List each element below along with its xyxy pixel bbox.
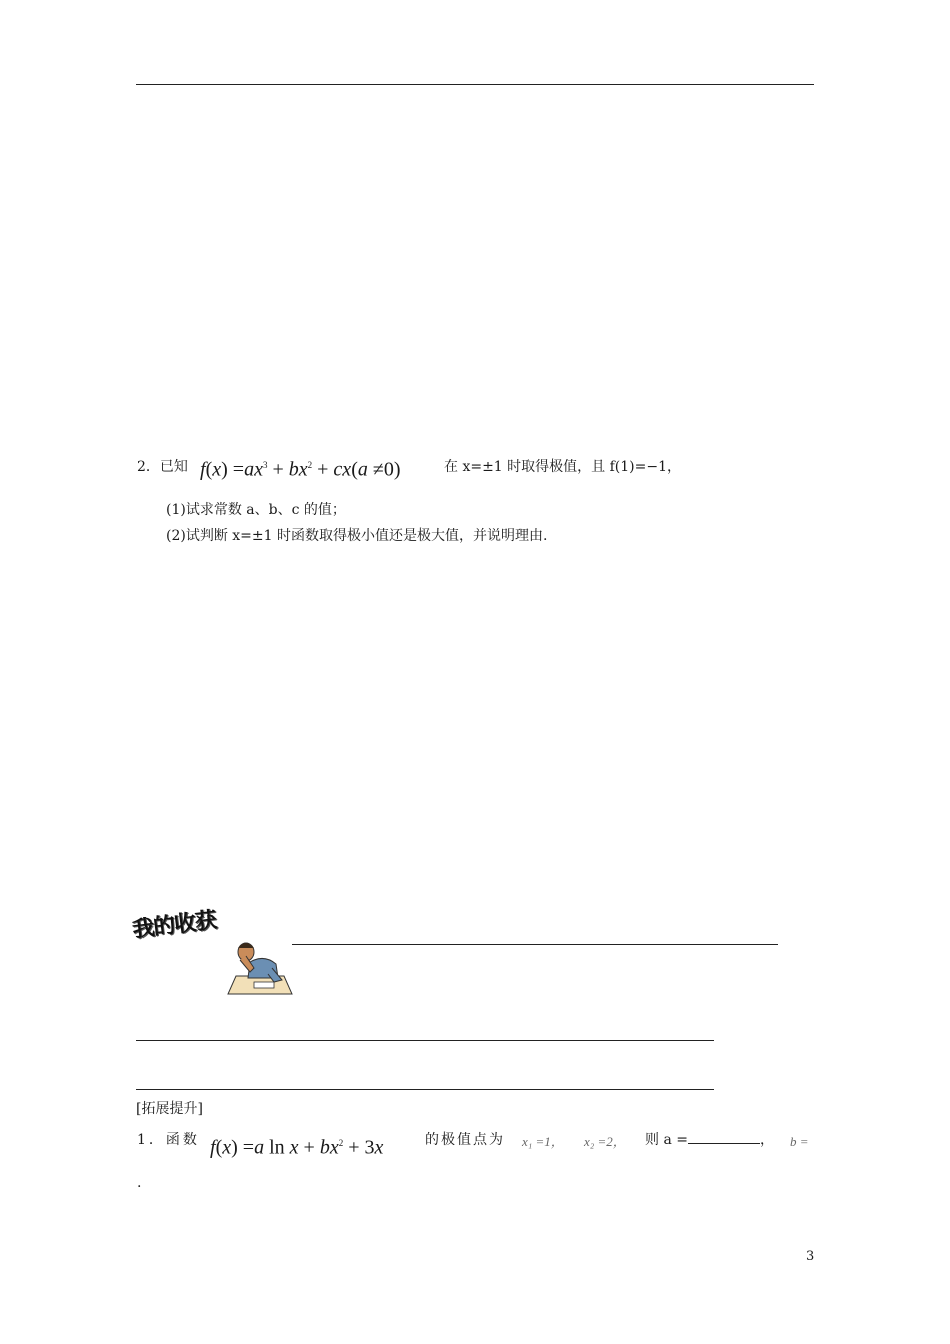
header-rule [136, 84, 814, 85]
harvest-line-3 [136, 1089, 714, 1090]
extension-q1-formula: f(x) =a $\ln x + bx^2 + 3x$ [210, 1136, 384, 1159]
extension-a-label: 则 a = [645, 1132, 688, 1148]
extension-then [645, 1131, 774, 1149]
extension-x1: x₁ =1， [522, 1134, 564, 1149]
question-2-part-2: (2)试判断 x=±1 时函数取得极小值还是极大值，并说明理由. [166, 528, 548, 544]
harvest-title: 我的收获 [131, 907, 218, 944]
extension-q1-mid: 的极值点为 [425, 1132, 505, 1148]
question-2-part-1: (1)试求常数 a、b、c 的值； [166, 502, 346, 518]
harvest-line-1 [292, 944, 778, 945]
harvest-line-2 [136, 1040, 714, 1041]
extension-b-label: b = [790, 1134, 809, 1149]
question-2-formula: $f(x) =ax^3 + bx^2 + cx(a \ne 0)$ [200, 458, 401, 481]
extension-end-dot: . [137, 1175, 142, 1191]
extension-x2: x₂ =2， [584, 1134, 626, 1149]
question-2-condition: 在 x=±1 时取得极值，且 f(1)=−1， [444, 459, 681, 475]
page-number: 3 [806, 1249, 815, 1264]
answer-blank-a[interactable] [688, 1131, 760, 1144]
thinking-man-illustration [224, 938, 296, 996]
question-2-number: 2．已知 [137, 459, 188, 475]
extension-heading: [拓展提升] [136, 1101, 203, 1117]
extension-q1-prefix: 1．函数 [137, 1132, 200, 1148]
extension-comma: ， [759, 1132, 774, 1148]
